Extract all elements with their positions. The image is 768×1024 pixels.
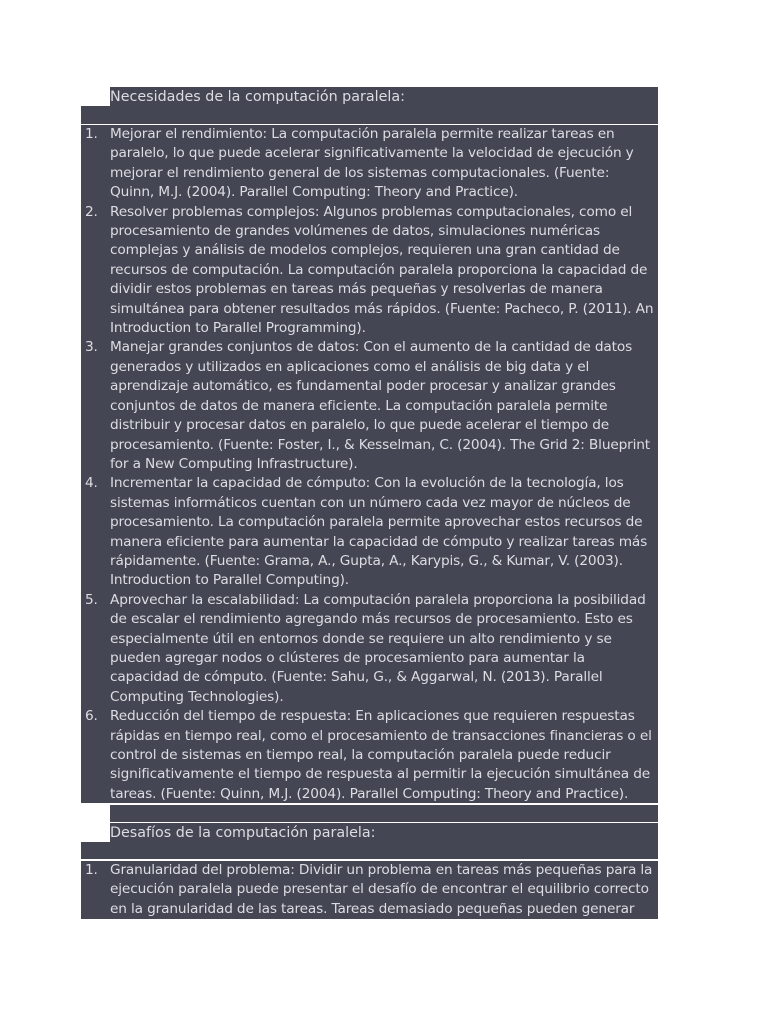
list-item-text: Resolver problemas complejos: Algunos problemas computacionales, como el procesamiento de grandes volúmenes de datos, simulaciones numéricas complejas y análisis de modelos complejos, requieren una gran cantidad de recursos de computación. La computación paralela proporciona la capacidad de dividir estos problemas en tareas más pequeñas y resolverlas de manera simultánea para obtener resultados más rápidos. (Fuente: Pacheco, P. (2011). An Introduction to Parallel Programming). [110,203,654,337]
section-heading-necesidades: Necesidades de la computación paralela: [110,87,658,107]
section-heading-desafios: Desafíos de la computación paralela: [110,823,658,843]
list-item [81,591,658,707]
list-item-number: 6. [85,708,98,725]
list-item-number: 4. [85,475,98,492]
empty-highlight-row [81,106,658,124]
list-item [81,474,658,590]
list-item [81,861,658,919]
challenges-list [81,861,658,919]
list-item [81,203,658,339]
list-item-number: 5. [85,591,98,608]
list-item-number: 1. [85,126,98,142]
list-item [81,338,658,474]
list-item-number: 1. [85,862,98,878]
list-item-text: Incrementar la capacidad de cómputo: Con la evolución de la tecnología, los sistemas informáticos cuentan con un número cada vez mayor de núcleos de procesamiento. La computación paralela permite aprovechar estos recursos de manera eficiente para aumentar la capacidad de cómputo y realizar tareas más rápidamente. (Fuente: Grama, A., Gupta, A., Karypis, G., & Kumar, V. (2003). Introduction to Parallel Computing). [110,475,648,589]
empty-highlight-row [110,805,658,822]
list-item-number: 2. [85,203,98,220]
list-item [81,707,658,804]
list-item-text: Manejar grandes conjuntos de datos: Con el aumento de la cantidad de datos generados y utilizados en aplicaciones como el análisis de big data y el aprendizaje automático, es fundamental poder procesar y analizar grandes conjuntos de datos de manera eficiente. La computación paralela permite distribuir y procesar datos en paralelo, lo que puede acelerar el tiempo de procesamiento. (Fuente: Foster, I., & Kesselman, C. (2004). The Grid 2: Blueprint for a New Computing Infrastructure). [110,339,651,472]
list-item [81,125,658,203]
list-item-text: Mejorar el rendimiento: La computación paralela permite realizar tareas en paralelo, lo que puede acelerar significativamente la velocidad de ejecución y mejorar el rendimiento general de los sistemas computacionales. (Fuente: Quinn, M.J. (2004). Parallel Computing: Theory and Practice). [110,126,634,201]
needs-list [81,125,658,803]
list-item-text: Reducción del tiempo de respuesta: En aplicaciones que requieren respuestas rápidas en tiempo real, como el procesamiento de transacciones financieras o el control de sistemas en tiempo real, la computación paralela puede reducir significativamente el tiempo de respuesta al permitir la ejecución simultánea de tareas. (Fuente: Quinn, M.J. (2004). Parallel Computing: Theory and Practice). [110,708,652,802]
empty-highlight-row [81,842,658,859]
list-item-number: 3. [85,339,98,356]
list-item-text: Granularidad del problema: Dividir un problema en tareas más pequeñas para la ejecución paralela puede presentar el desafío de encontrar el equilibrio correcto en la granularidad de las tareas. Tareas demasiado pequeñas pueden generar [110,862,653,917]
list-item-text: Aprovechar la escalabilidad: La computación paralela proporciona la posibilidad de escalar el rendimiento agregando más recursos de procesamiento. Esto es especialmente útil en entornos donde se requiere un alto rendimiento y se pueden agregar nodos o clústeres de procesamiento para aumentar la capacidad de cómputo. (Fuente: Sahu, G., & Aggarwal, N. (2013). Parallel Computing Technologies). [110,591,646,705]
